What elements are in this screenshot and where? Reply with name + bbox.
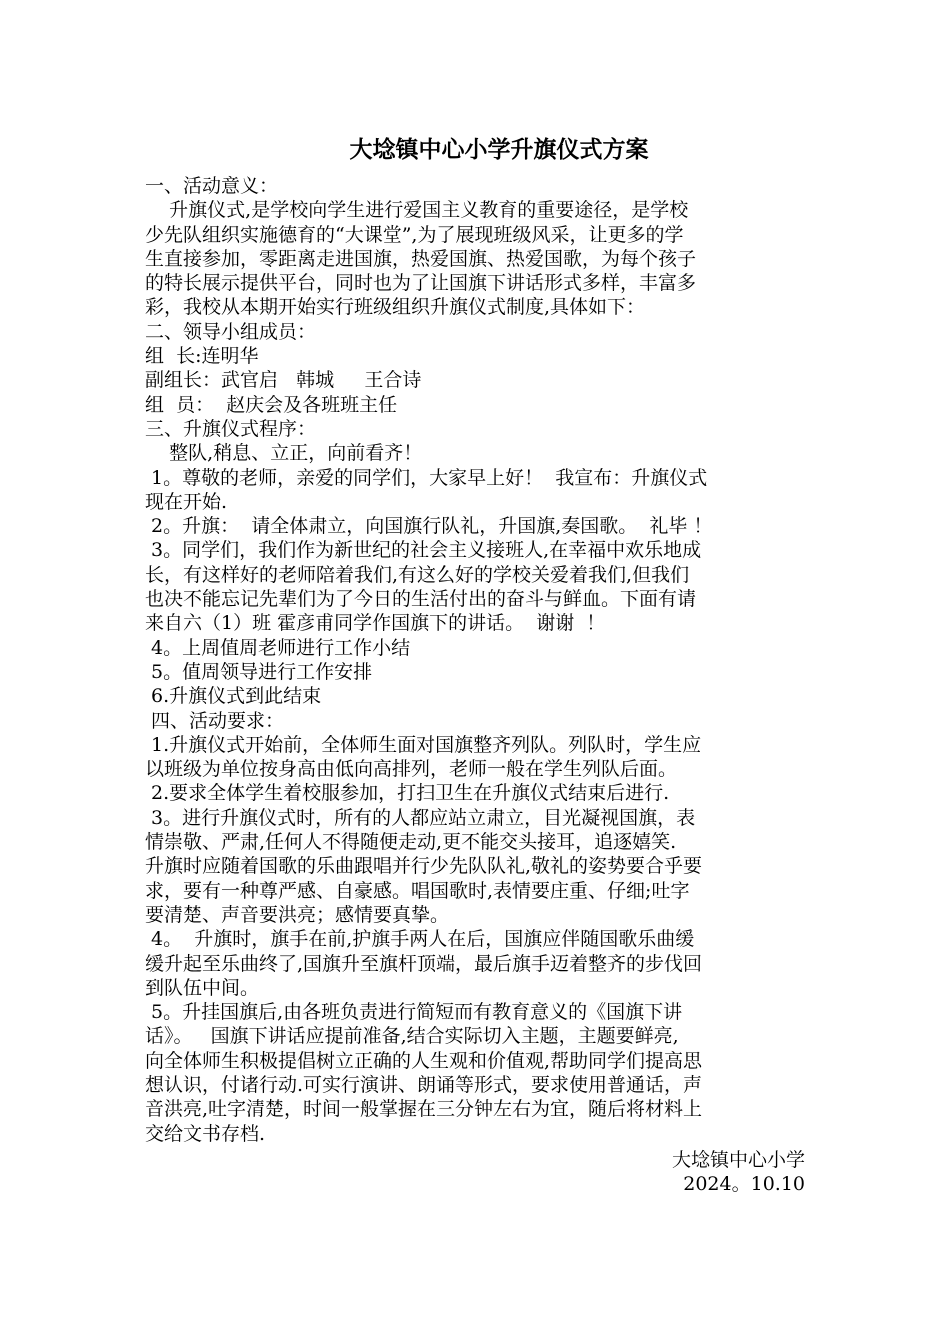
requirement-line: 缓升起至乐曲终了,国旗升至旗杆顶端，最后旗手迈着整齐的步伐回: [145, 952, 703, 975]
paragraph-line: 彩，我校从本期开始实行班级组织升旗仪式制度,具体如下：: [145, 296, 646, 319]
procedure-line: 来自六（1）班 霍彦甫同学作国旗下的讲话。 谢谢 ！: [145, 612, 606, 635]
section-heading-leadership: 二、领导小组成员：: [145, 320, 317, 343]
paragraph-line: 少先队组织实施德育的“大课堂”,为了展现班级风采，让更多的学: [145, 223, 684, 246]
procedure-line: 2。升旗： 请全体肃立，向国旗行队礼，升国旗,奏国歌。 礼毕 ！: [145, 515, 713, 538]
signature-block: [145, 1148, 805, 1197]
deputy-leader-line: 副组长：武官启 韩城 王合诗: [145, 369, 422, 392]
requirement-line: 求，要有一种尊严感、自豪感。唱国歌时,表情要庄重、仔细;吐字: [145, 879, 690, 902]
requirement-line: 要清楚、声音要洪亮；感情要真挚。: [145, 903, 450, 926]
procedure-line: 4。上周值周老师进行工作小结: [145, 636, 411, 659]
procedure-line: 3。同学们，我们作为新世纪的社会主义接班人,在幸福中欢乐地成: [145, 539, 702, 562]
signature-date: 2024。10.10: [683, 1173, 805, 1196]
leader-line: 组 长:连明华: [145, 345, 259, 368]
requirement-line: 音洪亮,吐字清楚，时间一般掌握在三分钟左右为宜，随后将材料上: [145, 1098, 703, 1121]
requirement-line: 5。升挂国旗后,由各班负责进行简短而有教育意义的《国旗下讲: [145, 1001, 683, 1024]
requirement-line: 3。进行升旗仪式时，所有的人都应站立肃立，目光凝视国旗，表: [145, 806, 696, 829]
procedure-line: 5。值周领导进行工作安排: [145, 660, 373, 683]
requirement-line: 到队伍中间。: [145, 976, 260, 999]
requirement-line: 4。 升旗时，旗手在前,护旗手两人在后，国旗应伴随国歌乐曲缓: [145, 928, 695, 951]
requirement-line: 交给文书存档.: [145, 1122, 266, 1145]
requirement-line: 1.升旗仪式开始前，全体师生面对国旗整齐列队。列队时，学生应: [145, 733, 702, 756]
procedure-line: 长，有这样好的老师陪着我们,有这么好的学校关爱着我们,但我们: [145, 563, 690, 586]
document-title: 大埝镇中心小学升旗仪式方案: [349, 137, 649, 163]
procedure-line: 1。尊敬的老师，亲爱的同学们，大家早上好！ 我宣布：升旗仪式: [145, 466, 708, 489]
section-heading-procedure: 三、升旗仪式程序：: [145, 417, 317, 440]
requirement-line: 向全体师生积极提倡树立正确的人生观和价值观,帮助同学们提高思: [145, 1049, 703, 1072]
requirement-line: 升旗时应随着国歌的乐曲跟唱并行少先队队礼,敬礼的姿势要合乎要: [145, 855, 703, 878]
requirement-line: 情崇敬、严肃,任何人不得随便走动,更不能交头接耳，追逐嬉笑.: [145, 831, 677, 854]
signature-organization: 大埝镇中心小学: [671, 1148, 805, 1171]
requirement-line: 话》。 国旗下讲话应提前准备,结合实际切入主题，主题要鲜亮,: [145, 1025, 679, 1048]
requirement-line: 想认识，付诸行动.可实行演讲、朗诵等形式，要求使用普通话，声: [145, 1073, 703, 1096]
members-line: 组 员： 赵庆会及各班班主任: [145, 393, 398, 416]
paragraph-line: 生直接参加，零距离走进国旗，热爱国旗、热爱国歌，为每个孩子: [145, 247, 697, 270]
requirement-line: 以班级为单位按身高由低向高排列，老师一般在学生列队后面。: [145, 758, 678, 781]
procedure-line: 整队,稍息、立正，向前看齐！: [145, 442, 423, 465]
procedure-line: 6.升旗仪式到此结束: [145, 685, 322, 708]
section-heading-significance: 一、活动意义：: [145, 175, 279, 197]
paragraph-line: 的特长展示提供平台，同时也为了让国旗下讲话形式多样，丰富多: [145, 272, 697, 295]
procedure-line: 现在开始.: [145, 490, 228, 513]
requirement-line: 2.要求全体学生着校服参加，打扫卫生在升旗仪式结束后进行.: [145, 782, 670, 805]
procedure-line: 也决不能忘记先辈们为了今日的生活付出的奋斗与鲜血。下面有请: [145, 588, 697, 611]
document-page: [145, 130, 805, 1196]
section-heading-requirements: 四、活动要求：: [145, 709, 285, 732]
paragraph-line: 升旗仪式,是学校向学生进行爱国主义教育的重要途径，是学校: [145, 199, 689, 222]
